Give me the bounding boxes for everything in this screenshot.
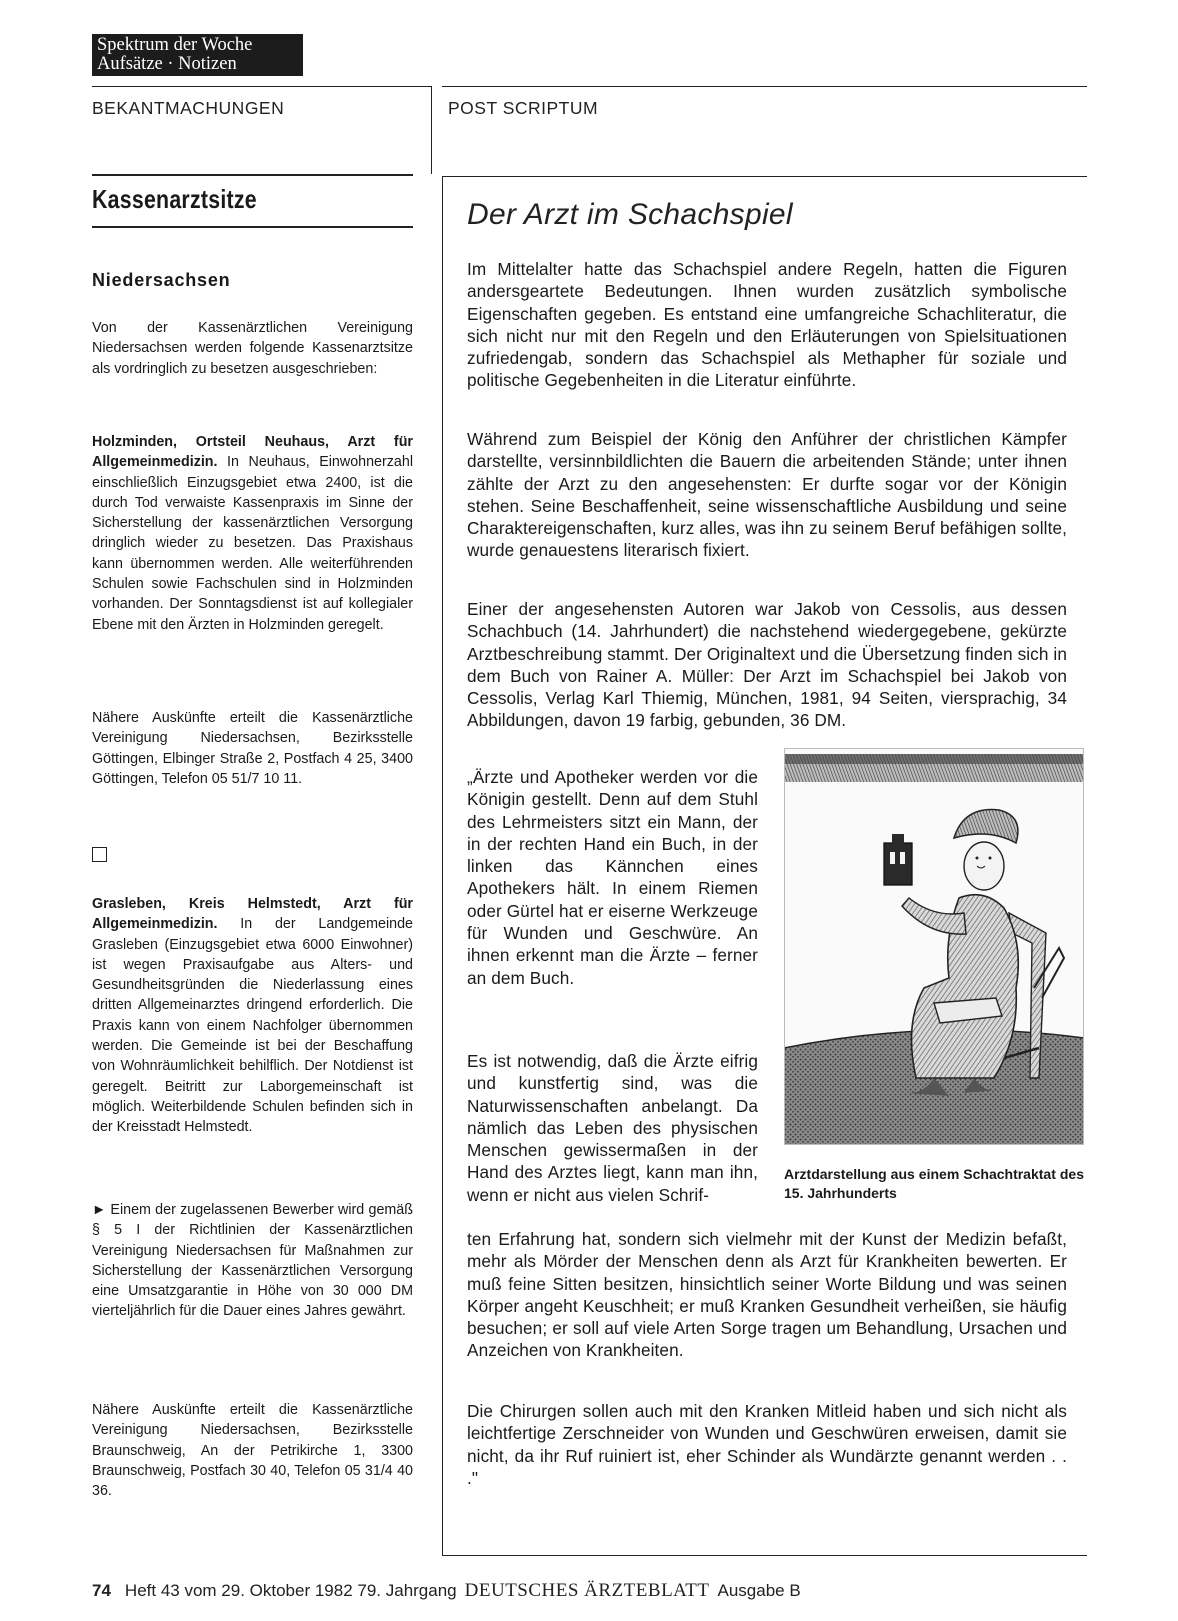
entry-grasleben-body: In der Landgemeinde Grasleben (Einzugsgebiet etwa 6000 Einwohner) ist wegen Praxisaufgabe aus Alters- und Gesundheitsgründen die Niederlassung eines dritten Allgemeinarztes dringend erforderlich. Die Praxis kann von einem Nachfolger übernommen werden. Die Gemeinde ist bei der Beschaffung von Wohnräumlichkeit behilflich. Der Notdienst ist geregelt. Beitritt zur Laborgemeinschaft ist möglich. Weiterbildende Schulen befinden sich in der Kreisstadt Helmstedt. [92, 916, 413, 1136]
column-divider [431, 86, 432, 174]
article-paragraph-2: Während zum Beispiel der König den Anführer der christlichen Kämpfer darstellte, versinnbildlichten die Bauern die arbeitenden Stände; unter ihnen zählte der Arzt zu den angesehensten: Er durfte sogar vor der Königin stehen. Seine Beschaffenheit, seine wissenschaftliche Ausbildung und seine Charaktereigenschaften, kurz alles, was ihn zu seinem Beruf befähigen sollte, wurde genauestens literarisch fixiert. [467, 429, 1067, 561]
entry-grasleben-lead: Grasleben, Kreis Helmstedt, Arzt für Allgemeinmedizin. [92, 896, 413, 933]
edition-label: Ausgabe B [717, 1581, 801, 1600]
masthead [92, 34, 303, 76]
quote-paragraph-2-wide: ten Erfahrung hat, sondern sich vielmehr mit der Kunst der Medizin befaßt, mehr als Mörder der Menschen denn als Arzt für Krankheiten bewerten. Er muß feine Sitten besitzen, hinsichtlich seiner Worte Bildung und was seinen Körper angeht Keuschheit; er muß Kranken Gesundheit verheißen, sie häufig besuchen; er soll auf viele Arten Sorge tragen um Behandlung, Ursachen und Anzeichen von Krankheiten. [467, 1229, 1067, 1361]
page-footer [92, 1580, 801, 1602]
quote-paragraph-3: Die Chirurgen sollen auch mit den Kranken Mitleid haben und sich nicht als leichtfertige Zerschneider von Wunden und Geschwüren erweisen, damit sie nicht, da ihr Ruf ruiniert ist, eher Schinder als Wundärzte genannt werden . . ." [467, 1401, 1067, 1488]
separator-box-icon [92, 847, 107, 862]
masthead-line2: Aufsätze · Notizen [97, 54, 237, 74]
article-paragraph-3: Einer der angesehensten Autoren war Jakob von Cessolis, aus dessen Schachbuch (14. Jahrhundert) die nachstehend wiedergegebene, gekürzte Arztbeschreibung stammt. Der Originaltext und die Übersetzung finden sich in dem Buch von Rainer A. Müller: Der Arzt im Schachspiel bei Jakob von Cessolis, Verlag Karl Thiemig, München, 1981, 94 Seiten, viersprachig, 34 Abbildungen, davon 19 farbig, gebunden, 36 DM. [467, 599, 1067, 731]
left-title: Kassenarztsitze [92, 184, 257, 214]
entry-grasleben [92, 894, 413, 1138]
top-rule-left [92, 86, 431, 87]
figure-caption: Arztdarstellung aus einem Schachtraktat des 15. Jahrhunderts [784, 1166, 1084, 1201]
physician-woodcut-icon [784, 748, 1084, 1145]
entry-holzminden-body: In Neuhaus, Einwohnerzahl einschließlich Einzugsgebiet etwa 2400, ist die durch Tod verwaiste Kassenpraxis im Sinne der Sicherstellung der kassenärztlichen Versorgung dringlich wieder zu besetzen. Das Praxishaus kann übernommen werden. Alle weiterführenden Schulen sowie Fachschulen sind in Holzminden vorhanden. Der Sonntagsdienst ist auf kollegialer Ebene mit den Ärzten in Holzminden geregelt. [92, 454, 413, 633]
entry-holzminden-lead: Holzminden, Ortsteil Neuhaus, Arzt für Allgemeinmedizin. [92, 434, 413, 471]
rule-above-title [92, 174, 413, 176]
entry-holzminden [92, 432, 413, 635]
section-label-left: BEKANTMACHUNGEN [92, 98, 285, 118]
journal-name: DEUTSCHES ÄRZTEBLATT [464, 1580, 710, 1601]
issue-info: Heft 43 vom 29. Oktober 1982 79. Jahrgang [124, 1581, 457, 1600]
quote-paragraph-2-narrow: Es ist notwendig, daß die Ärzte eifrig und kunstfertig sind, was die Naturwissenschaften anbelangt. Da nämlich das Leben des physischen Menschen gewissermaßen in der Hand des Arztes liegt, kann man ihn, wenn er nicht aus vielen Schrif- [467, 1051, 758, 1205]
contact-braunschweig: Nähere Auskünfte erteilt die Kassenärztliche Vereinigung Niedersachsen, Bezirksstelle Braunschweig, An der Petrikirche 1, 3300 Braunschweig, Postfach 30 40, Telefon 05 31/4 40 36. [92, 1402, 413, 1500]
section-label-right: POST SCRIPTUM [448, 98, 599, 118]
article-paragraph-1: Im Mittelalter hatte das Schachspiel andere Regeln, hatten die Figuren andersgeartete Bedeutungen. Ihnen wurden zusätzlich symbolische Eigenschaften gegeben. Es entstand eine umfangreiche Schachliteratur, die sich nicht nur mit den Regeln und den Erläuterungen von Spielsituationen zufriedengab, sondern das Schachspiel als Methapher für soziale und politische Gegebenheiten in die Literatur einführte. [467, 259, 1067, 391]
page-number: 74 [92, 1581, 111, 1600]
left-subtitle: Niedersachsen [92, 270, 231, 290]
article-title: Der Arzt im Schachspiel [467, 198, 793, 231]
quote-paragraph-1: „Ärzte und Apotheker werden vor die Königin gestellt. Denn auf dem Stuhl des Lehrmeisters sitzt ein Mann, der in der rechten Hand ein Buch, in der linken das Kännchen eines Apothekers hält. In einem Riemen oder Gürtel hat er eiserne Werkzeuge für Wunden und Geschwüre. An ihnen erkennt man die Ärzte – ferner an dem Buch. [467, 767, 758, 988]
rule-below-title [92, 226, 413, 228]
top-rule-right [442, 86, 1087, 87]
masthead-line1: Spektrum der Woche [97, 35, 253, 55]
sicherstellung-note: ► Einem der zugelassenen Bewerber wird gemäß § 5 I der Richtlinien der Kassenärztlichen Vereinigung Niedersachsen für Maßnahmen zur Sicherstellung der Kassenärztlichen Versorgung eine Umsatzgarantie in Höhe von 30 000 DM vierteljährlich für die Dauer eines Jahres gewährt. [92, 1202, 413, 1320]
contact-goettingen: Nähere Auskünfte erteilt die Kassenärztliche Vereinigung Niedersachsen, Bezirksstelle Göttingen, Elbinger Straße 2, Postfach 4 25, 3400 Göttingen, Telefon 05 51/7 10 11. [92, 710, 413, 787]
left-intro: Von der Kassenärztlichen Vereinigung Niedersachsen werden folgende Kassenarztsitze als vordringlich zu besetzen ausgeschrieben: [92, 320, 413, 377]
